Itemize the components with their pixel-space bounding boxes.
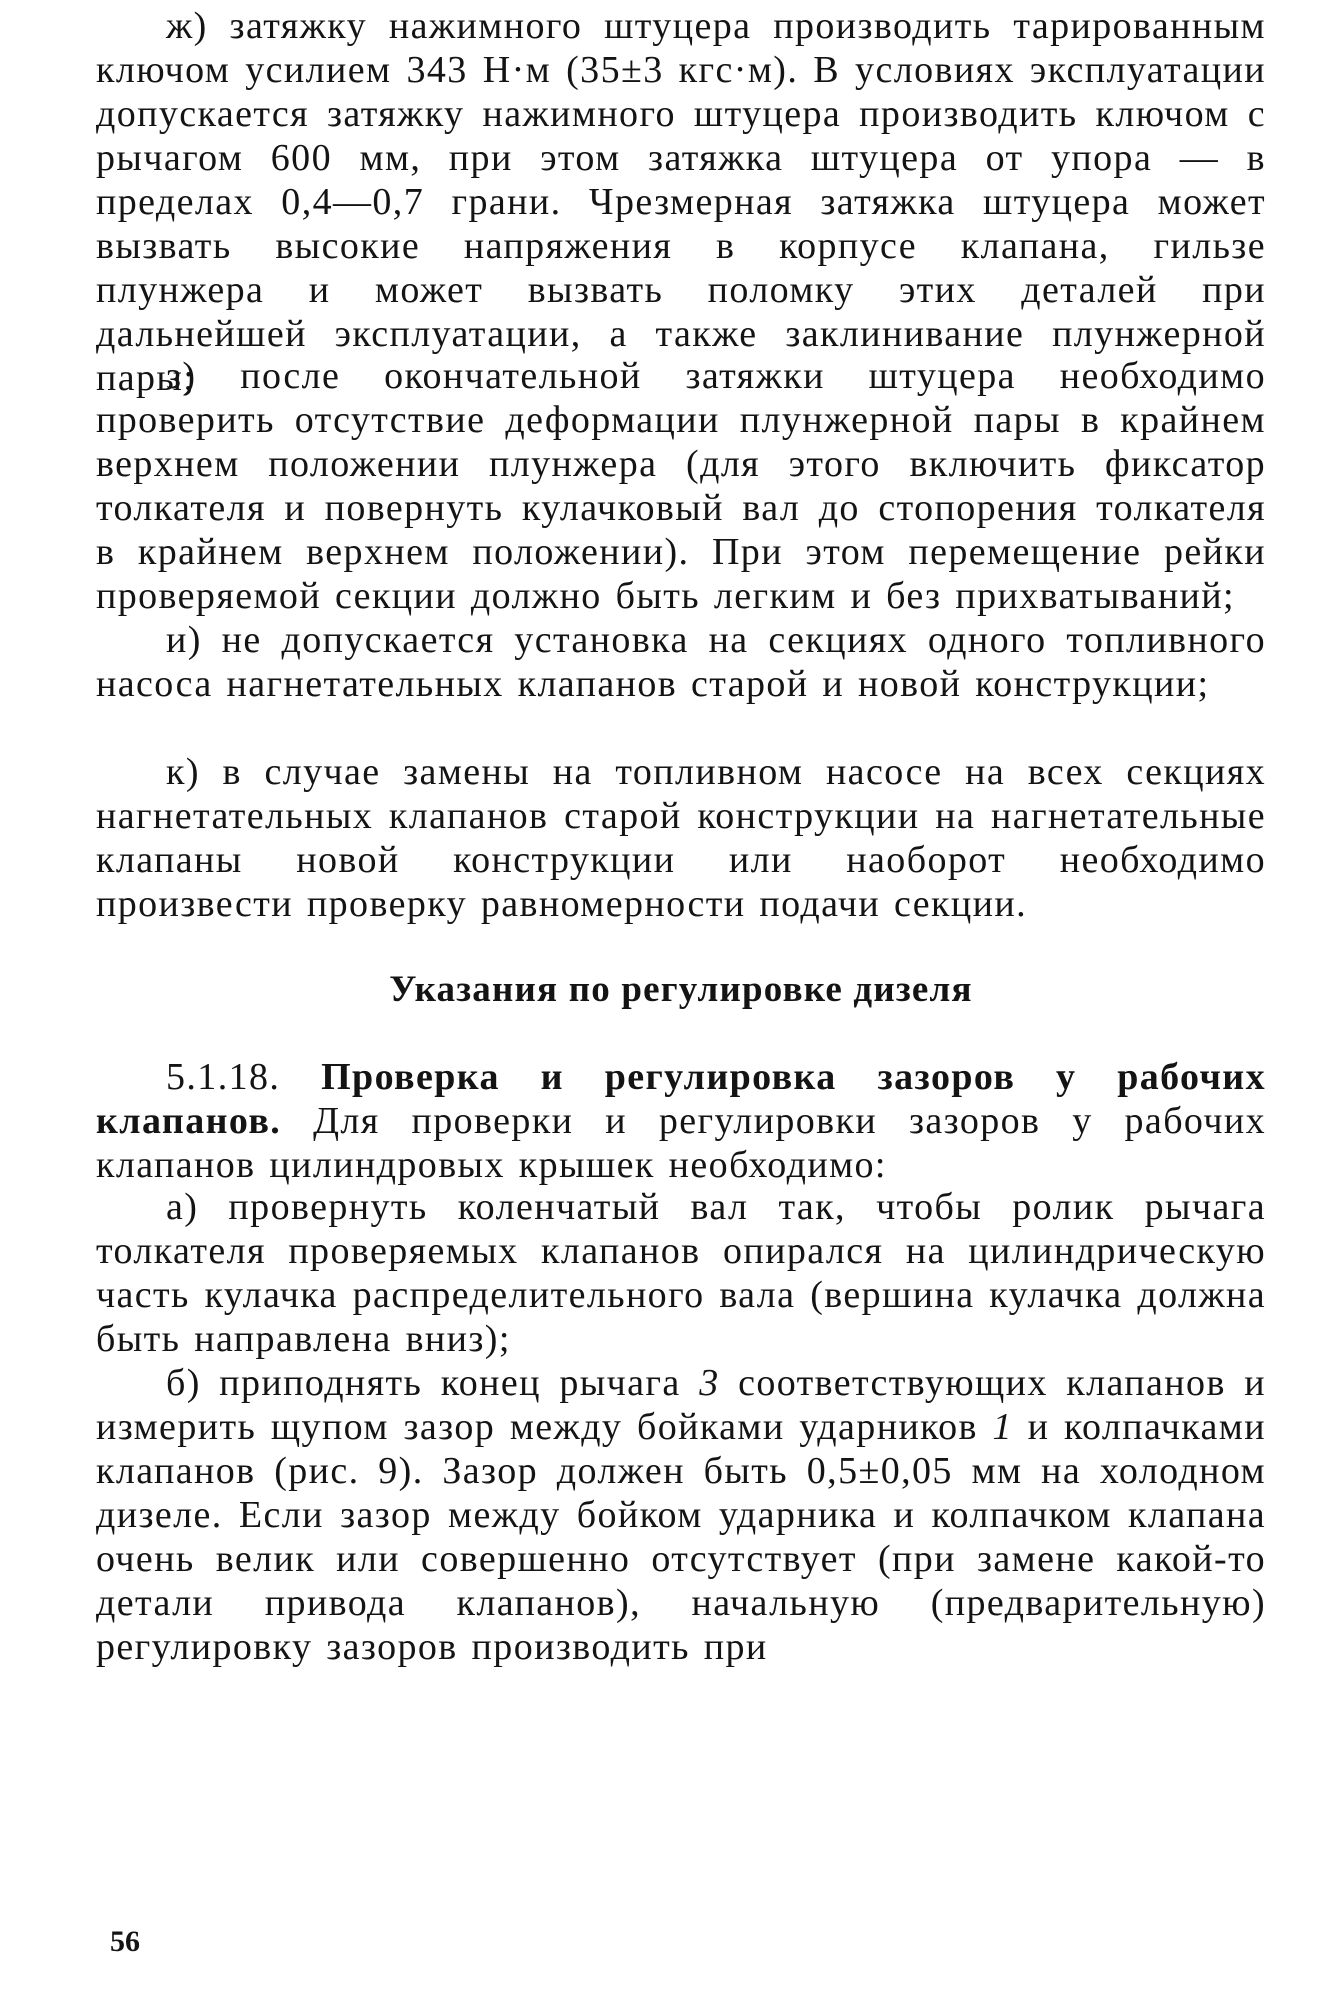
section-title: Указания по регулировке дизеля xyxy=(389,969,973,1010)
paragraph-zh-block xyxy=(96,4,1266,400)
step-b-part1: б) приподнять конец рычага xyxy=(166,1362,681,1404)
page-number: 56 xyxy=(110,1925,140,1958)
step-b-part3: и колпачками клапанов (рис. 9). Зазор должен быть 0,5±0,05 мм на холодном дизеле. Если зазор между бойком ударника и колпачком клапана очень велик или совершенно отсутствует (при замене какой-то детали привода клапанов), начальную (предварительную) регулировку зазоров производить при xyxy=(96,1406,1266,1668)
item-bold-title: Проверка и регулировка зазоров у рабочих клапанов. xyxy=(96,1056,1266,1142)
paragraph-z: з) после окончательной затяжки штуцера необходимо проверить отсутствие деформации плунжерной пары в крайнем верхнем положении плунжера (для этого включить фиксатор толкателя и повернуть кулачковый вал до стопорения толкателя в крайнем верхнем положении). При этом перемещение рейки проверяемой секции должно быть легким и без прихватываний; xyxy=(96,355,1266,617)
paragraph-k: к) в случае замены на топливном насосе на всех секциях нагнетательных клапанов старой конструкции на нагнетательные клапаны новой конструкции или наоборот необходимо произвести проверку равномерности подачи секции. xyxy=(96,751,1266,925)
item-5-1-18-block xyxy=(96,1055,1266,1187)
item-number: 5.1.18. xyxy=(166,1056,281,1098)
paragraph-zh: ж) затяжку нажимного штуцера производить тарированным ключом усилием 343 Н·м (35±3 кгс·м). В условиях эксплуатации допускается затяжку нажимного штуцера производить ключом с рычагом 600 мм, при этом затяжка штуцера от упора — в пределах 0,4—0,7 грани. Чрезмерная затяжка штуцера может вызвать высокие напряжения в корпусе клапана, гильзе плунжера и может вызвать поломку этих деталей при дальнейшей эксплуатации, а также заклинивание плунжерной пары; xyxy=(96,5,1266,399)
book-page xyxy=(96,0,1266,2009)
paragraph-i-block xyxy=(96,618,1266,706)
step-a: а) провернуть коленчатый вал так, чтобы ролик рычага толкателя проверяемых клапанов опирался на цилиндрическую часть кулачка распределительного вала (вершина кулачка должна быть направлена вниз); xyxy=(96,1186,1266,1360)
figure-ref-3: 3 xyxy=(699,1362,720,1404)
item-intro: Для проверки и регулировки зазоров у рабочих клапанов цилиндровых крышек необходимо: xyxy=(96,1100,1266,1186)
paragraph-k-block xyxy=(96,750,1266,926)
item-5-1-18 xyxy=(96,1055,1266,1187)
paragraph-i: и) не допускается установка на секциях одного топливного насоса нагнетательных клапанов старой и новой конструкции; xyxy=(96,619,1266,705)
step-b-block xyxy=(96,1361,1266,1669)
step-b xyxy=(96,1361,1266,1669)
figure-ref-1: 1 xyxy=(992,1406,1013,1448)
step-a-block xyxy=(96,1185,1266,1361)
paragraph-z-block xyxy=(96,354,1266,618)
step-b-part2: соответствующих клапанов и измерить щупом зазор между бойками ударников xyxy=(96,1362,1267,1448)
